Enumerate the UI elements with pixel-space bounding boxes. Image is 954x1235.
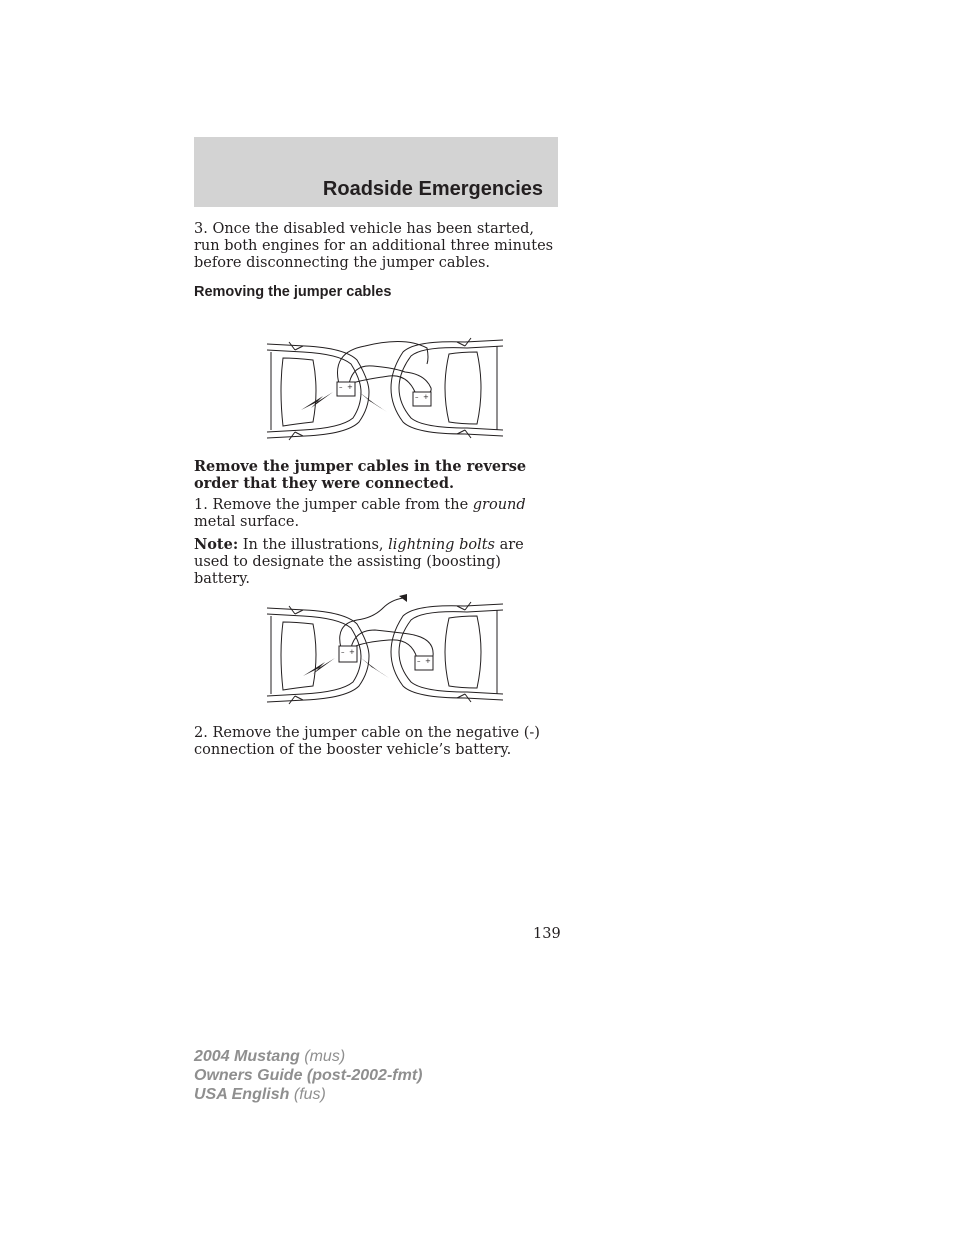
- note-lightning-bolts-term: lightning bolts: [388, 537, 495, 553]
- note-text-end: are used to designate the assisting (boosting) battery.: [194, 537, 524, 587]
- section-header-band: [194, 137, 558, 207]
- lightning-bolt-icon: [301, 392, 333, 410]
- footer-language: USA English: [194, 1086, 290, 1103]
- removing-cables-heading: Removing the jumper cables: [194, 284, 392, 300]
- right-car-windshield: [445, 616, 481, 688]
- left-battery-positive-label: +: [349, 648, 355, 656]
- step-1-text-end: metal surface.: [194, 514, 300, 530]
- left-battery-positive-label: +: [347, 383, 353, 391]
- right-car-body: [391, 340, 503, 436]
- right-battery-negative-label: –: [415, 393, 419, 401]
- lightning-bolt-icon: [359, 392, 387, 412]
- step-2-text: 2. Remove the jumper cable on the negative (-) connection of the booster vehicle’s battery.: [194, 725, 540, 758]
- footer-line-2: [194, 1066, 422, 1085]
- left-battery-negative-label: –: [339, 383, 343, 391]
- footer-language-code: (fus): [289, 1086, 326, 1103]
- right-car-windshield: [445, 352, 481, 424]
- footer-model: 2004 Mustang: [194, 1048, 300, 1065]
- right-battery-positive-label: +: [423, 393, 429, 401]
- jumper-cables-illustration-1: [265, 330, 505, 444]
- left-car-windshield: [281, 358, 316, 426]
- reverse-order-instruction: Remove the jumper cables in the reverse order that they were connected.: [194, 458, 527, 492]
- left-car-windshield: [281, 622, 316, 690]
- page-number: 139: [533, 926, 561, 942]
- section-title: Roadside Emergencies: [322, 178, 543, 200]
- jumper-cables-illustration-2: [265, 594, 505, 708]
- right-car-body: [391, 604, 503, 700]
- footer-guide: Owners Guide (post-2002-fmt): [194, 1067, 423, 1084]
- footer-model-code: (mus): [299, 1048, 346, 1065]
- right-battery-positive-label: +: [425, 657, 431, 665]
- step-1-text: [194, 497, 559, 531]
- note-text: [194, 536, 559, 588]
- left-battery-negative-label: –: [341, 648, 345, 656]
- step-3-text: 3. Once the disabled vehicle has been started, run both engines for an additional three minutes before disconnecting the jumper cables.: [194, 221, 554, 271]
- cable-clamp-icon: [399, 594, 407, 602]
- lightning-bolt-icon: [303, 658, 335, 676]
- step-1-text-start: 1. Remove the jumper cable from the: [194, 497, 473, 513]
- note-text-start: In the illustrations,: [238, 537, 389, 553]
- footer-line-1: [194, 1047, 422, 1066]
- right-battery-negative-label: –: [417, 657, 421, 665]
- step-1-ground-term: ground: [472, 497, 526, 513]
- footer-line-3: [194, 1085, 422, 1104]
- document-footer: [194, 1047, 422, 1104]
- note-label: Note:: [194, 536, 239, 553]
